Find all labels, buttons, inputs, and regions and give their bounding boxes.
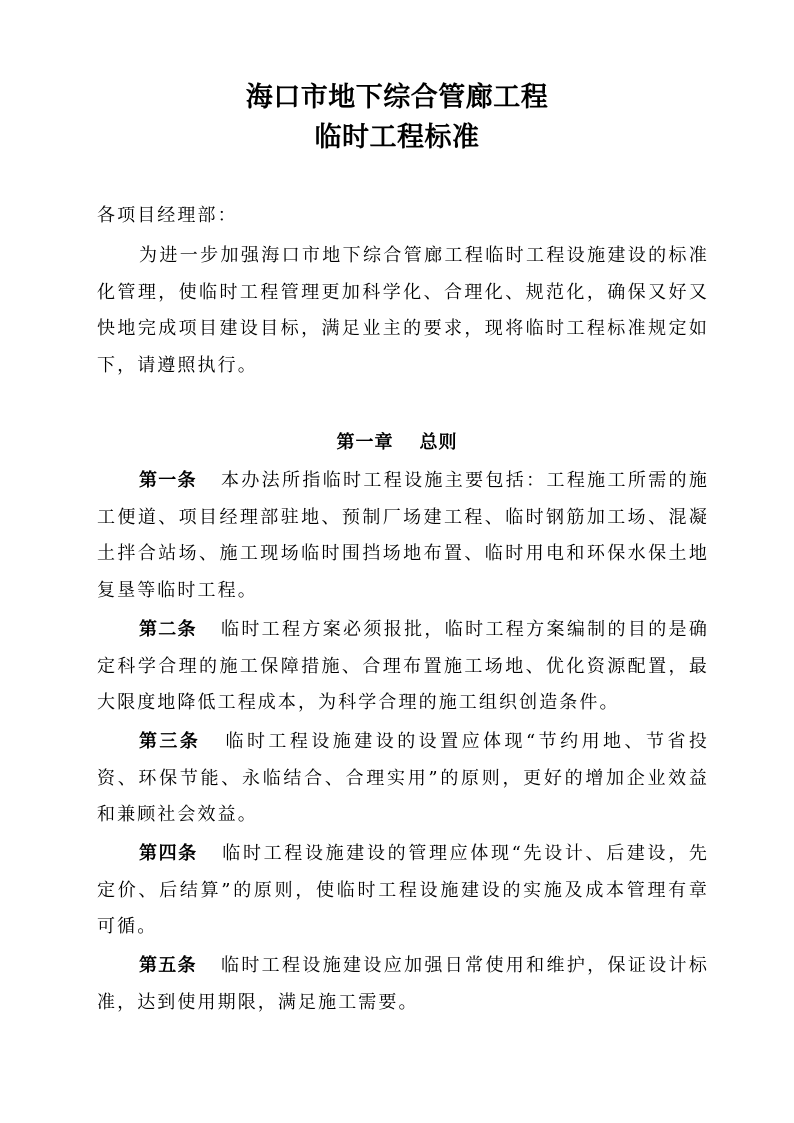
article-label: 第二条 — [139, 619, 197, 640]
article-2 — [97, 612, 709, 722]
article-label: 第三条 — [139, 731, 201, 752]
chapter-heading — [0, 425, 794, 461]
article-text: 临时工程设施建设的设置应体现“节约用地、节省投资、环保节能、永临结合、合理实用”的原则，更好的增加企业效益和兼顾社会效益。 — [97, 731, 710, 825]
article-label: 第一条 — [139, 470, 197, 491]
article-label: 第五条 — [139, 955, 197, 976]
chapter-number: 第一章 — [336, 432, 394, 453]
article-3 — [97, 724, 709, 834]
intro-paragraph: 为进一步加强海口市地下综合管廊工程临时工程设施建设的标准化管理，使临时工程管理更加科学化、合理化、规范化，确保又好又快地完成项目建设目标，满足业主的要求，现将临时工程标准规定如下，请遵照执行。 — [97, 245, 709, 376]
article-text: 临时工程设施建设应加强日常使用和维护，保证设计标准，达到使用期限，满足施工需要。 — [97, 955, 709, 1013]
document-title: 海口市地下综合管廊工程 — [245, 82, 549, 113]
article-label: 第四条 — [139, 843, 198, 864]
article-5 — [97, 948, 709, 1021]
chapter-name: 总则 — [419, 432, 458, 453]
article-text: 本办法所指临时工程设施主要包括：工程施工所需的施工便道、项目经理部驻地、预制厂场建工程、临时钢筋加工场、混凝土拌合站场、施工现场临时围挡场地布置、临时用电和环保水保土地复垦等临时工程。 — [97, 470, 709, 601]
article-text: 临时工程方案必须报批，临时工程方案编制的目的是确定科学合理的施工保障措施、合理布置施工场地、优化资源配置，最大限度地降低工程成本，为科学合理的施工组织创造条件。 — [97, 619, 709, 713]
article-text: 临时工程设施建设的管理应体现“先设计、后建设，先定价、后结算”的原则，使临时工程设施建设的实施及成本管理有章可循。 — [97, 843, 709, 937]
document-subtitle: 临时工程标准 — [314, 122, 480, 153]
article-1 — [97, 463, 709, 609]
article-4 — [97, 836, 709, 946]
salutation: 各项目经理部： — [97, 205, 238, 226]
